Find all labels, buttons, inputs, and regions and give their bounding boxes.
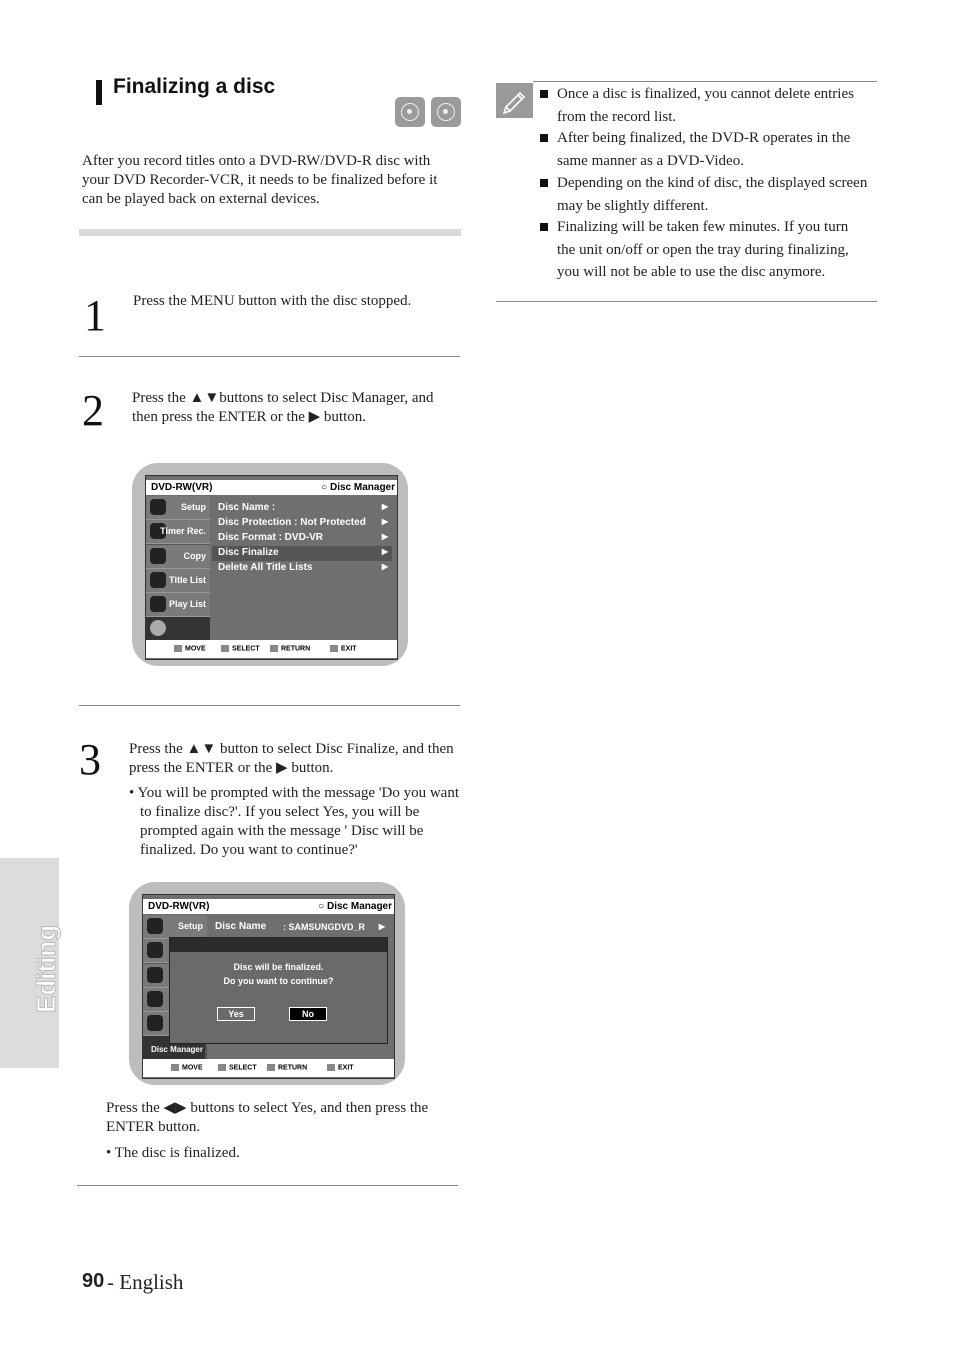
yes-button[interactable]: Yes xyxy=(217,1007,255,1021)
clock-icon xyxy=(147,942,163,958)
note-top-rule xyxy=(533,81,877,82)
menu-row-disc-finalize: Disc Finalize ▶ xyxy=(212,546,392,561)
title-list-icon xyxy=(150,572,166,588)
title-bar xyxy=(96,80,102,105)
menu-row-delete-all: Delete All Title Lists ▶ xyxy=(218,562,388,573)
page-language: - English xyxy=(107,1270,184,1294)
dialog-line-2: Do you want to continue? xyxy=(223,976,334,986)
note-pencil-icon xyxy=(496,83,533,118)
divider xyxy=(79,356,460,357)
side-item-play-list: Play List xyxy=(146,593,210,617)
step-3-text: Press the ▲▼ button to select Disc Finalize, and then press the ENTER or the ▶ button. xyxy=(129,741,454,776)
screen-2-header-right: ○ Disc Manager xyxy=(318,901,392,912)
dvd-r-disc-icon xyxy=(431,97,461,127)
screen-1 xyxy=(145,475,398,660)
side-item-copy: Copy xyxy=(146,545,210,569)
gear-icon xyxy=(147,918,163,934)
step-3-bullet: • You will be prompted with the message 'Do you want to finalize disc?'. If you select Yes, you will be prompted again with the message ' Disc will be finalized. Do you want to continue?' xyxy=(129,785,460,858)
title-list-icon xyxy=(147,991,163,1007)
menu-row-disc-format: Disc Format : DVD-VR ▶ xyxy=(218,532,388,543)
screen-2 xyxy=(142,894,395,1079)
page-number: 90 xyxy=(82,1270,105,1292)
note-item: After being finalized, the DVD-R operates in the same manner as a DVD-Video. xyxy=(540,127,870,172)
move-icon xyxy=(174,645,182,652)
divider xyxy=(79,705,460,706)
step-1-text: Press the MENU button with the disc stopped. xyxy=(133,293,412,309)
note-item: Depending on the kind of disc, the displayed screen may be slightly different. xyxy=(540,172,870,217)
screen-2-header-left: DVD-RW(VR) xyxy=(148,901,210,912)
note-bottom-rule xyxy=(496,301,877,302)
note-item: Finalizing will be taken few minutes. If you turn the unit on/off or open the tray during finalizing, you will not be able to use the disc anymore. xyxy=(540,216,870,284)
step-4-text: Press the ◀▶ buttons to select Yes, and then press the ENTER button. xyxy=(106,1100,429,1135)
no-button[interactable]: No xyxy=(289,1007,327,1021)
side-item-disc-manager xyxy=(146,617,210,641)
side-item-setup: Setup xyxy=(146,496,210,520)
copy-icon xyxy=(147,967,163,983)
step-1-number: 1 xyxy=(84,291,106,340)
screen-1-footer: MOVE SELECT RETURN EXIT xyxy=(146,640,397,658)
screen-1-header-right: ○ Disc Manager xyxy=(321,482,395,493)
confirm-dialog xyxy=(169,937,388,1044)
note-item: Once a disc is finalized, you cannot delete entries from the record list. xyxy=(540,83,870,128)
dialog-title-bar xyxy=(170,938,387,952)
section-divider xyxy=(79,229,461,236)
move-icon xyxy=(171,1064,179,1071)
copy-icon xyxy=(150,548,166,564)
exit-icon xyxy=(327,1064,335,1071)
select-icon xyxy=(221,645,229,652)
return-icon xyxy=(270,645,278,652)
intro-paragraph: After you record titles onto a DVD-RW/DVD-R disc with your DVD Recorder-VCR, it needs to be finalized before it can be played back on external devices. xyxy=(82,153,438,207)
gear-icon xyxy=(150,499,166,515)
side-item-setup: Setup xyxy=(143,915,207,939)
step-3-number: 3 xyxy=(79,735,101,784)
step-2-text: Press the ▲▼buttons to select Disc Manager, and then press the ENTER or the ▶ button. xyxy=(132,390,434,425)
play-list-icon xyxy=(147,1015,163,1031)
side-item-disc-manager: Disc Manager xyxy=(143,1036,205,1060)
divider xyxy=(77,1185,458,1186)
disc-manager-icon xyxy=(150,620,166,636)
section-side-tab-label: Editing xyxy=(31,924,61,1013)
step-4-bullet: • The disc is finalized. xyxy=(106,1145,240,1161)
return-icon xyxy=(267,1064,275,1071)
side-item-timer-rec: Timer Rec. xyxy=(146,520,210,544)
side-item-title-list: Title List xyxy=(146,569,210,593)
page-title: Finalizing a disc xyxy=(113,75,276,98)
screen-1-header-left: DVD-RW(VR) xyxy=(151,482,213,493)
menu-row-disc-protection: Disc Protection : Not Protected ▶ xyxy=(218,517,388,528)
exit-icon xyxy=(330,645,338,652)
play-list-icon xyxy=(150,596,166,612)
dialog-line-1: Disc will be finalized. xyxy=(233,962,324,972)
screen-2-footer: MOVE SELECT RETURN EXIT xyxy=(143,1059,394,1077)
step-2-number: 2 xyxy=(82,386,104,435)
menu-row-disc-name: Disc Name : SAMSUNGDVD_R ▶ xyxy=(215,921,385,932)
dvd-rw-disc-icon xyxy=(395,97,425,127)
menu-row-disc-name: Disc Name : ▶ xyxy=(218,502,388,513)
select-icon xyxy=(218,1064,226,1071)
